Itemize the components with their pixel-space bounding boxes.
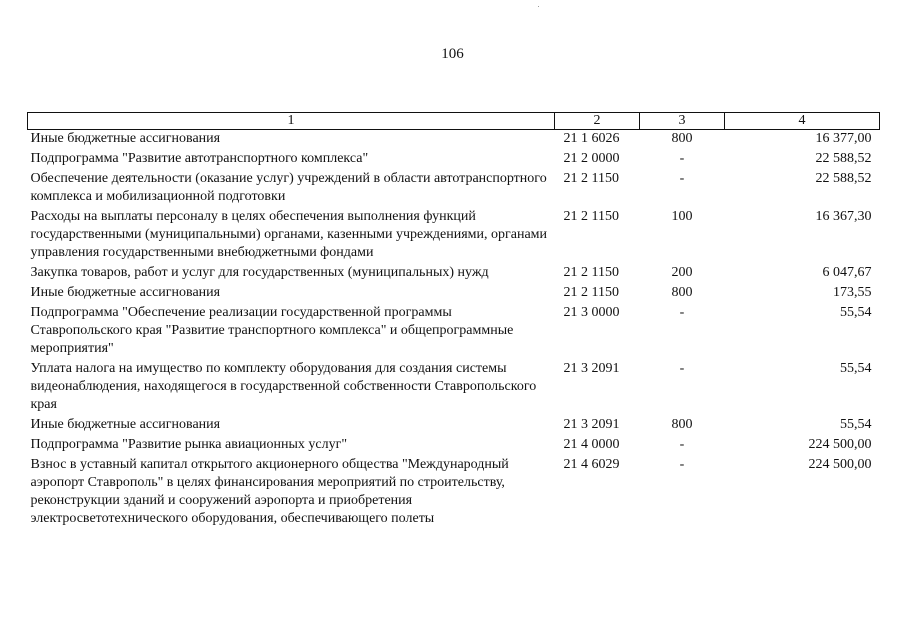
- header-row: [28, 113, 880, 130]
- table-row: [28, 130, 880, 151]
- row-code: 21 2 1150: [563, 265, 619, 280]
- row-name: Расходы на выплаты персоналу в целях обеспечения выполнения функций государственными (муниципальными) органами, казенными учреждениями, органами управления государственными внебюджетными фондами: [30, 209, 548, 260]
- table-row: [28, 456, 880, 530]
- table-row: [28, 170, 880, 208]
- row-amount: 16 377,00: [815, 131, 872, 146]
- row-amount: 224 500,00: [808, 457, 872, 472]
- row-amount: 55,54: [840, 361, 872, 376]
- scan-speck: [538, 6, 539, 7]
- row-code: 21 3 2091: [563, 361, 620, 376]
- page-number: 106: [441, 46, 464, 62]
- row-code: 21 2 1150: [563, 285, 619, 300]
- row-name: Подпрограмма "Развитие автотранспортного комплекса": [30, 151, 369, 166]
- row-amount: 22 588,52: [815, 171, 872, 186]
- row-name: Подпрограмма "Обеспечение реализации государственной программы Ставропольского края "Развитие транспортного комплекса" и общепрограммные мероприятия": [30, 305, 514, 356]
- row-expense-type: -: [679, 151, 685, 166]
- column-header-2: 2: [555, 113, 640, 130]
- column-header-1: 1: [28, 113, 555, 130]
- row-amount: 173,55: [833, 285, 872, 300]
- row-amount: 224 500,00: [808, 437, 872, 452]
- row-amount: 6 047,67: [822, 265, 872, 280]
- row-code: 21 3 0000: [563, 305, 620, 320]
- row-code: 21 2 0000: [563, 151, 620, 166]
- row-name: Обеспечение деятельности (оказание услуг) учреждений в области автотранспортного комплекса и мобилизационной подготовки: [30, 171, 547, 204]
- row-name: Иные бюджетные ассигнования: [30, 417, 221, 432]
- table-row: [28, 436, 880, 456]
- column-header-3: 3: [640, 113, 725, 130]
- row-name: Подпрограмма "Развитие рынка авиационных услуг": [30, 437, 348, 452]
- row-expense-type: -: [679, 171, 685, 186]
- row-name: Иные бюджетные ассигнования: [30, 131, 221, 146]
- row-amount: 55,54: [840, 417, 872, 432]
- row-amount: 55,54: [840, 305, 872, 320]
- row-expense-type: 800: [671, 417, 693, 432]
- row-name: Взнос в уставный капитал открытого акционерного общества "Международный аэропорт Ставрополь" в целях финансирования мероприятий по строительству, реконструкции зданий и сооружений аэропорта и приобретения электросветотехнического оборудования, обеспечивающего полеты: [30, 457, 509, 526]
- row-expense-type: 800: [671, 285, 693, 300]
- row-expense-type: 100: [671, 209, 693, 224]
- row-code: 21 3 2091: [563, 417, 620, 432]
- column-header-4: 4: [725, 113, 880, 130]
- table-row: [28, 304, 880, 360]
- row-expense-type: -: [679, 305, 685, 320]
- row-expense-type: 800: [671, 131, 693, 146]
- row-code: 21 2 1150: [563, 171, 619, 186]
- budget-table: [27, 112, 880, 530]
- row-expense-type: 200: [671, 265, 693, 280]
- row-name: Закупка товаров, работ и услуг для государственных (муниципальных) нужд: [30, 265, 489, 280]
- row-amount: 22 588,52: [815, 151, 872, 166]
- table-row: [28, 416, 880, 436]
- table-row: [28, 360, 880, 416]
- row-code: 21 1 6026: [563, 131, 620, 146]
- row-code: 21 4 0000: [563, 437, 620, 452]
- table-row: [28, 284, 880, 304]
- row-expense-type: -: [679, 457, 685, 472]
- row-expense-type: -: [679, 437, 685, 452]
- row-expense-type: -: [679, 361, 685, 376]
- row-code: 21 2 1150: [563, 209, 619, 224]
- table-row: [28, 150, 880, 170]
- row-name: Уплата налога на имущество по комплекту оборудования для создания системы видеонаблюдения, находящегося в государственной собственности Ставропольского края: [30, 361, 537, 412]
- row-amount: 16 367,30: [815, 209, 872, 224]
- row-name: Иные бюджетные ассигнования: [30, 285, 221, 300]
- table-row: [28, 208, 880, 264]
- row-code: 21 4 6029: [563, 457, 620, 472]
- table-row: [28, 264, 880, 284]
